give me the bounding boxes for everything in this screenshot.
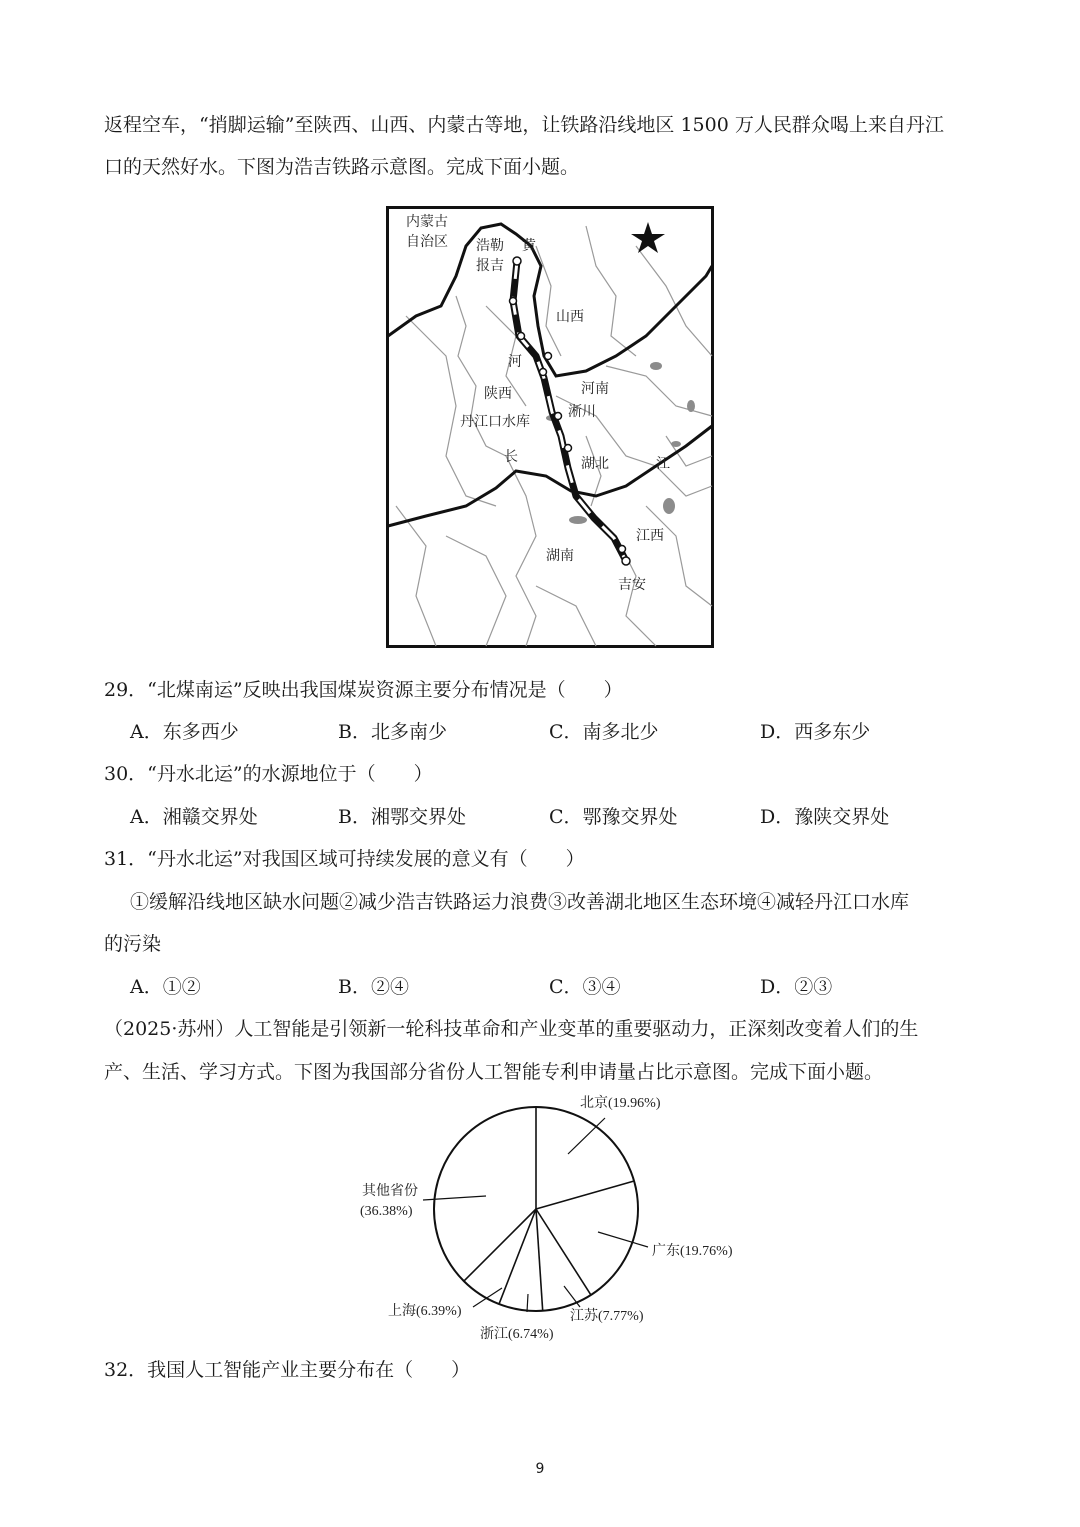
map-label-jiangxi: 江西 bbox=[636, 528, 664, 544]
page-number: 9 bbox=[535, 1461, 545, 1477]
q31-option-d[interactable]: D．②③ bbox=[760, 976, 833, 998]
map-label-xichuan: 淅川 bbox=[568, 404, 596, 420]
q29-option-c[interactable]: C．南多北少 bbox=[549, 721, 659, 743]
q32-stem: 32．我国人工智能产业主要分布在（ ） bbox=[104, 1359, 471, 1381]
intro-line-2: 口的天然好水。下图为浩吉铁路示意图。完成下面小题。 bbox=[104, 156, 580, 178]
q29-option-b[interactable]: B．北多南少 bbox=[338, 721, 447, 743]
q29-stem: 29．“北煤南运”反映出我国煤炭资源主要分布情况是（ ） bbox=[104, 679, 623, 701]
q30-stem: 30．“丹水北运”的水源地位于（ ） bbox=[104, 763, 433, 785]
pie-label-shanghai: 上海(6.39%) bbox=[388, 1304, 462, 1319]
pie-label-guangdong: 广东(19.76%) bbox=[652, 1244, 733, 1259]
q30-option-b[interactable]: B．湘鄂交界处 bbox=[338, 806, 466, 828]
pie-label-zhejiang: 浙江(6.74%) bbox=[480, 1327, 554, 1342]
map-label-hubei: 湖北 bbox=[581, 456, 609, 472]
q31-items-line-2: 的污染 bbox=[104, 933, 162, 955]
q31-option-a[interactable]: A．①② bbox=[130, 976, 201, 998]
map-label-huang: 黄 bbox=[522, 238, 536, 254]
pie-label-jiangsu: 江苏(7.77%) bbox=[570, 1309, 644, 1324]
map-label-shanxi: 山西 bbox=[556, 309, 584, 325]
map-label-nmg-2: 自治区 bbox=[406, 234, 448, 250]
map-label-baoji: 报吉 bbox=[476, 258, 504, 274]
ai-patent-pie-chart bbox=[330, 1092, 770, 1342]
map-label-nmg-1: 内蒙古 bbox=[406, 214, 448, 230]
pie-label-other-1: 其他省份 bbox=[362, 1184, 418, 1199]
intro2-line-2: 产、生活、学习方式。下图为我国部分省份人工智能专利申请量占比示意图。完成下面小题。 bbox=[104, 1061, 884, 1083]
q30-option-d[interactable]: D．豫陕交界处 bbox=[760, 806, 890, 828]
map-label-jiang: 江 bbox=[656, 456, 670, 472]
map-label-haole: 浩勒 bbox=[476, 238, 504, 254]
map-label-hunan: 湖南 bbox=[546, 548, 574, 564]
q30-option-c[interactable]: C．鄂豫交界处 bbox=[549, 806, 678, 828]
q29-option-d[interactable]: D．西多东少 bbox=[760, 721, 871, 743]
q31-option-b[interactable]: B．②④ bbox=[338, 976, 409, 998]
map-label-jian: 吉安 bbox=[618, 577, 646, 593]
q31-option-c[interactable]: C．③④ bbox=[549, 976, 621, 998]
q29-option-a[interactable]: A．东多西少 bbox=[130, 721, 239, 743]
q31-items-line-1: ①缓解沿线地区缺水问题②减少浩吉铁路运力浪费③改善湖北地区生态环境④减轻丹江口水库 bbox=[130, 891, 910, 913]
intro2-line-1: （2025·苏州）人工智能是引领新一轮科技革命和产业变革的重要驱动力，正深刻改变着人们的生 bbox=[104, 1018, 919, 1040]
q30-option-a[interactable]: A．湘赣交界处 bbox=[130, 806, 258, 828]
pie-label-beijing: 北京(19.96%) bbox=[580, 1096, 661, 1111]
map-label-shaanxi: 陕西 bbox=[484, 386, 512, 402]
q31-stem: 31．“丹水北运”对我国区域可持续发展的意义有（ ） bbox=[104, 848, 585, 870]
haoji-railway-map bbox=[386, 206, 714, 648]
map-label-chang: 长 bbox=[504, 449, 518, 465]
pie-label-other-2: (36.38%) bbox=[360, 1204, 413, 1219]
intro-line-1: 返程空车，“捎脚运输”至陕西、山西、内蒙古等地，让铁路沿线地区 1500 万人民群众喝上来自丹江 bbox=[104, 114, 944, 136]
map-label-he: 河 bbox=[508, 354, 522, 370]
map-label-henan: 河南 bbox=[581, 381, 609, 397]
map-label-reservoir: 丹江口水库 bbox=[460, 414, 530, 430]
